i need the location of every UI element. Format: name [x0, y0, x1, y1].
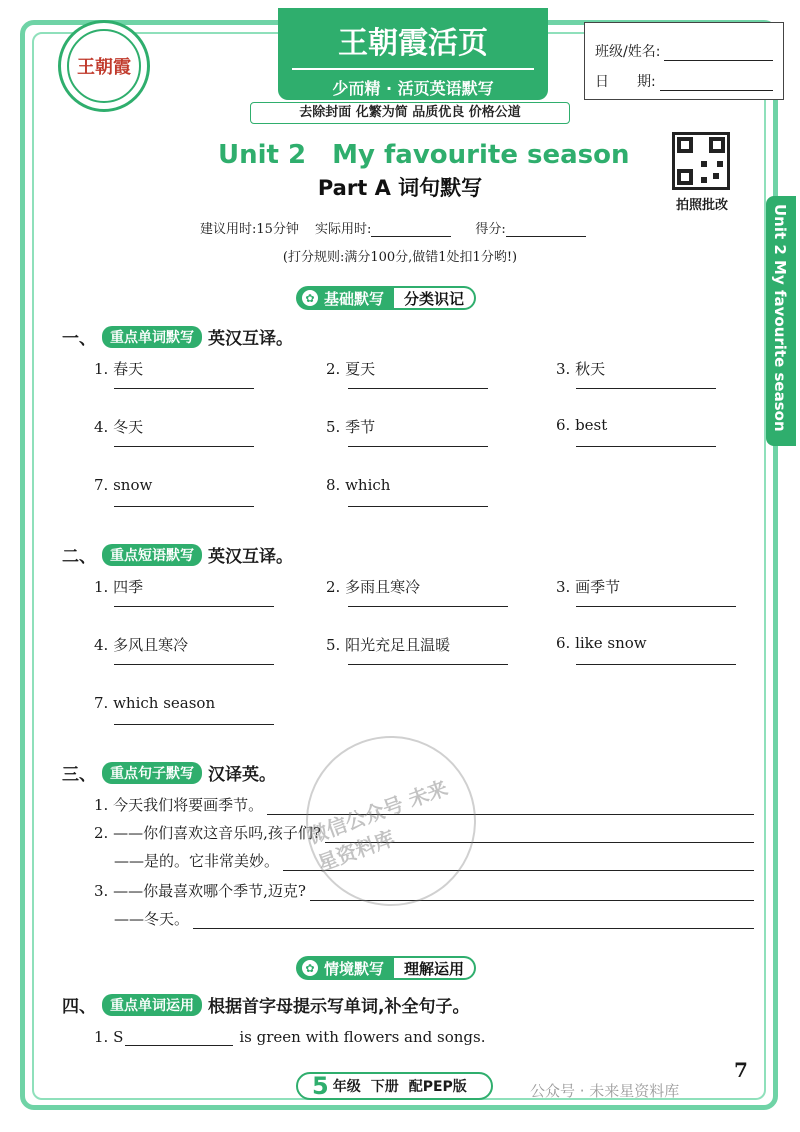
- tagline: 去除封面 化繁为简 品质优良 价格公道: [250, 102, 570, 124]
- section-number: 三、: [62, 765, 96, 785]
- pill-right-label: 理解运用: [394, 956, 476, 980]
- list-item: 6. best: [556, 416, 608, 434]
- sentence-row: [114, 908, 754, 929]
- answer-line[interactable]: [348, 388, 488, 389]
- sentence-suffix: is green with flowers and songs.: [239, 1028, 486, 1046]
- section-number: 一、: [62, 329, 96, 349]
- suggested-time: 建议用时:15分钟: [200, 222, 299, 237]
- answer-line[interactable]: [348, 664, 508, 665]
- sentence-prompt: ——冬天。: [114, 910, 190, 928]
- list-item: 6. like snow: [556, 634, 647, 652]
- list-item: 3. 秋天: [556, 360, 606, 378]
- answer-line[interactable]: [348, 606, 508, 607]
- answer-line[interactable]: [348, 446, 488, 447]
- unit-title: Unit 2 My favourite season: [218, 140, 630, 170]
- brand-title: 王朝霞活页: [338, 26, 488, 61]
- section-instruction: 英汉互译。: [208, 329, 293, 349]
- pill-left-label: 情境默写: [324, 959, 385, 978]
- section-tag: 重点单词默写: [102, 326, 202, 348]
- date-label: 日 期:: [595, 74, 656, 90]
- score-label: 得分:: [475, 222, 506, 237]
- list-item: 1. 春天: [94, 360, 144, 378]
- grade-number: 5: [312, 1072, 329, 1100]
- header-banner: [278, 8, 548, 100]
- context-section-pill: [296, 956, 476, 980]
- list-item: 5. 阳光充足且温暖: [326, 636, 451, 654]
- brand-subtitle: 少而精 · 活页英语默写: [292, 68, 534, 99]
- actual-time-field[interactable]: [371, 223, 451, 237]
- list-item: 4. 冬天: [94, 418, 144, 436]
- list-item: 3. 画季节: [556, 578, 621, 596]
- list-item: 2. 多雨且寒冷: [326, 578, 421, 596]
- section-tag: 重点句子默写: [102, 762, 202, 784]
- basic-section-pill: [296, 286, 476, 310]
- pill-left-label: 基础默写: [324, 289, 385, 308]
- sentence-prefix: 1. S: [94, 1028, 124, 1046]
- term-label: 下册: [370, 1079, 399, 1095]
- date-field[interactable]: [660, 73, 773, 91]
- list-item: 5. 季节: [326, 418, 376, 436]
- score-field[interactable]: [506, 223, 586, 237]
- medal-icon: ✿: [302, 290, 318, 306]
- sentence-prompt: 3. ——你最喜欢哪个季节,迈克?: [94, 882, 306, 900]
- class-name-label: 班级/姓名:: [595, 44, 661, 60]
- medal-icon: ✿: [302, 960, 318, 976]
- answer-line[interactable]: [114, 606, 274, 607]
- sentence-prompt: ——是的。它非常美妙。: [114, 852, 280, 870]
- pill-right-label: 分类识记: [394, 286, 476, 310]
- fill-in-sentence: [94, 1028, 486, 1046]
- answer-line[interactable]: [114, 446, 254, 447]
- class-name-field[interactable]: [664, 43, 773, 61]
- section-tag: 重点单词运用: [102, 994, 202, 1016]
- student-info-box: [584, 22, 784, 100]
- edition-label: 配PEP版: [408, 1079, 467, 1095]
- scoring-rule: (打分规则:满分100分,做错1处扣1分哟!): [282, 250, 518, 265]
- list-item: 2. 夏天: [326, 360, 376, 378]
- page-number: 7: [734, 1058, 748, 1082]
- footer-watermark: 公众号 · 未来星资料库: [530, 1082, 680, 1100]
- answer-line[interactable]: [114, 724, 274, 725]
- list-item: 8. which: [326, 476, 391, 494]
- answer-line[interactable]: [576, 606, 736, 607]
- section-tag: 重点短语默写: [102, 544, 202, 566]
- answer-line[interactable]: [114, 664, 274, 665]
- answer-line[interactable]: [576, 664, 736, 665]
- qr-label: 拍照批改: [675, 198, 728, 213]
- side-tab-label: Unit 2 My favourite season: [771, 204, 789, 432]
- section-3-heading: [62, 760, 276, 785]
- answer-blank[interactable]: [125, 1032, 233, 1046]
- list-item: 4. 多风且寒冷: [94, 636, 189, 654]
- section-number: 四、: [62, 997, 96, 1017]
- answer-line[interactable]: [114, 388, 254, 389]
- answer-line[interactable]: [348, 506, 488, 507]
- timing-row: [200, 218, 586, 237]
- section-instruction: 根据首字母提示写单词,补全句子。: [208, 997, 470, 1017]
- answer-line[interactable]: [114, 506, 254, 507]
- actual-time-label: 实际用时:: [314, 222, 372, 237]
- side-unit-tab: [766, 196, 796, 446]
- answer-line[interactable]: [576, 446, 716, 447]
- section-instruction: 汉译英。: [208, 765, 276, 785]
- sentence-prompt: 1. 今天我们将要画季节。: [94, 796, 264, 814]
- section-2-heading: [62, 542, 293, 567]
- list-item: 7. snow: [94, 476, 153, 494]
- section-1-heading: [62, 324, 293, 349]
- logo-text: 王朝霞: [77, 57, 131, 78]
- brand-logo: [58, 20, 150, 112]
- section-number: 二、: [62, 547, 96, 567]
- section-4-heading: [62, 992, 469, 1017]
- answer-line[interactable]: [193, 913, 754, 929]
- answer-line[interactable]: [576, 388, 716, 389]
- list-item: 1. 四季: [94, 578, 144, 596]
- list-item: 7. which season: [94, 694, 216, 712]
- part-title: Part A 词句默写: [317, 176, 483, 200]
- sentence-prompt: 2. ——你们喜欢这音乐吗,孩子们?: [94, 824, 321, 842]
- watermark-stamp: 微信公众号 未来星资料库: [282, 712, 500, 930]
- grade-footer: [296, 1072, 493, 1100]
- grade-label: 年级: [332, 1079, 361, 1095]
- section-instruction: 英汉互译。: [208, 547, 293, 567]
